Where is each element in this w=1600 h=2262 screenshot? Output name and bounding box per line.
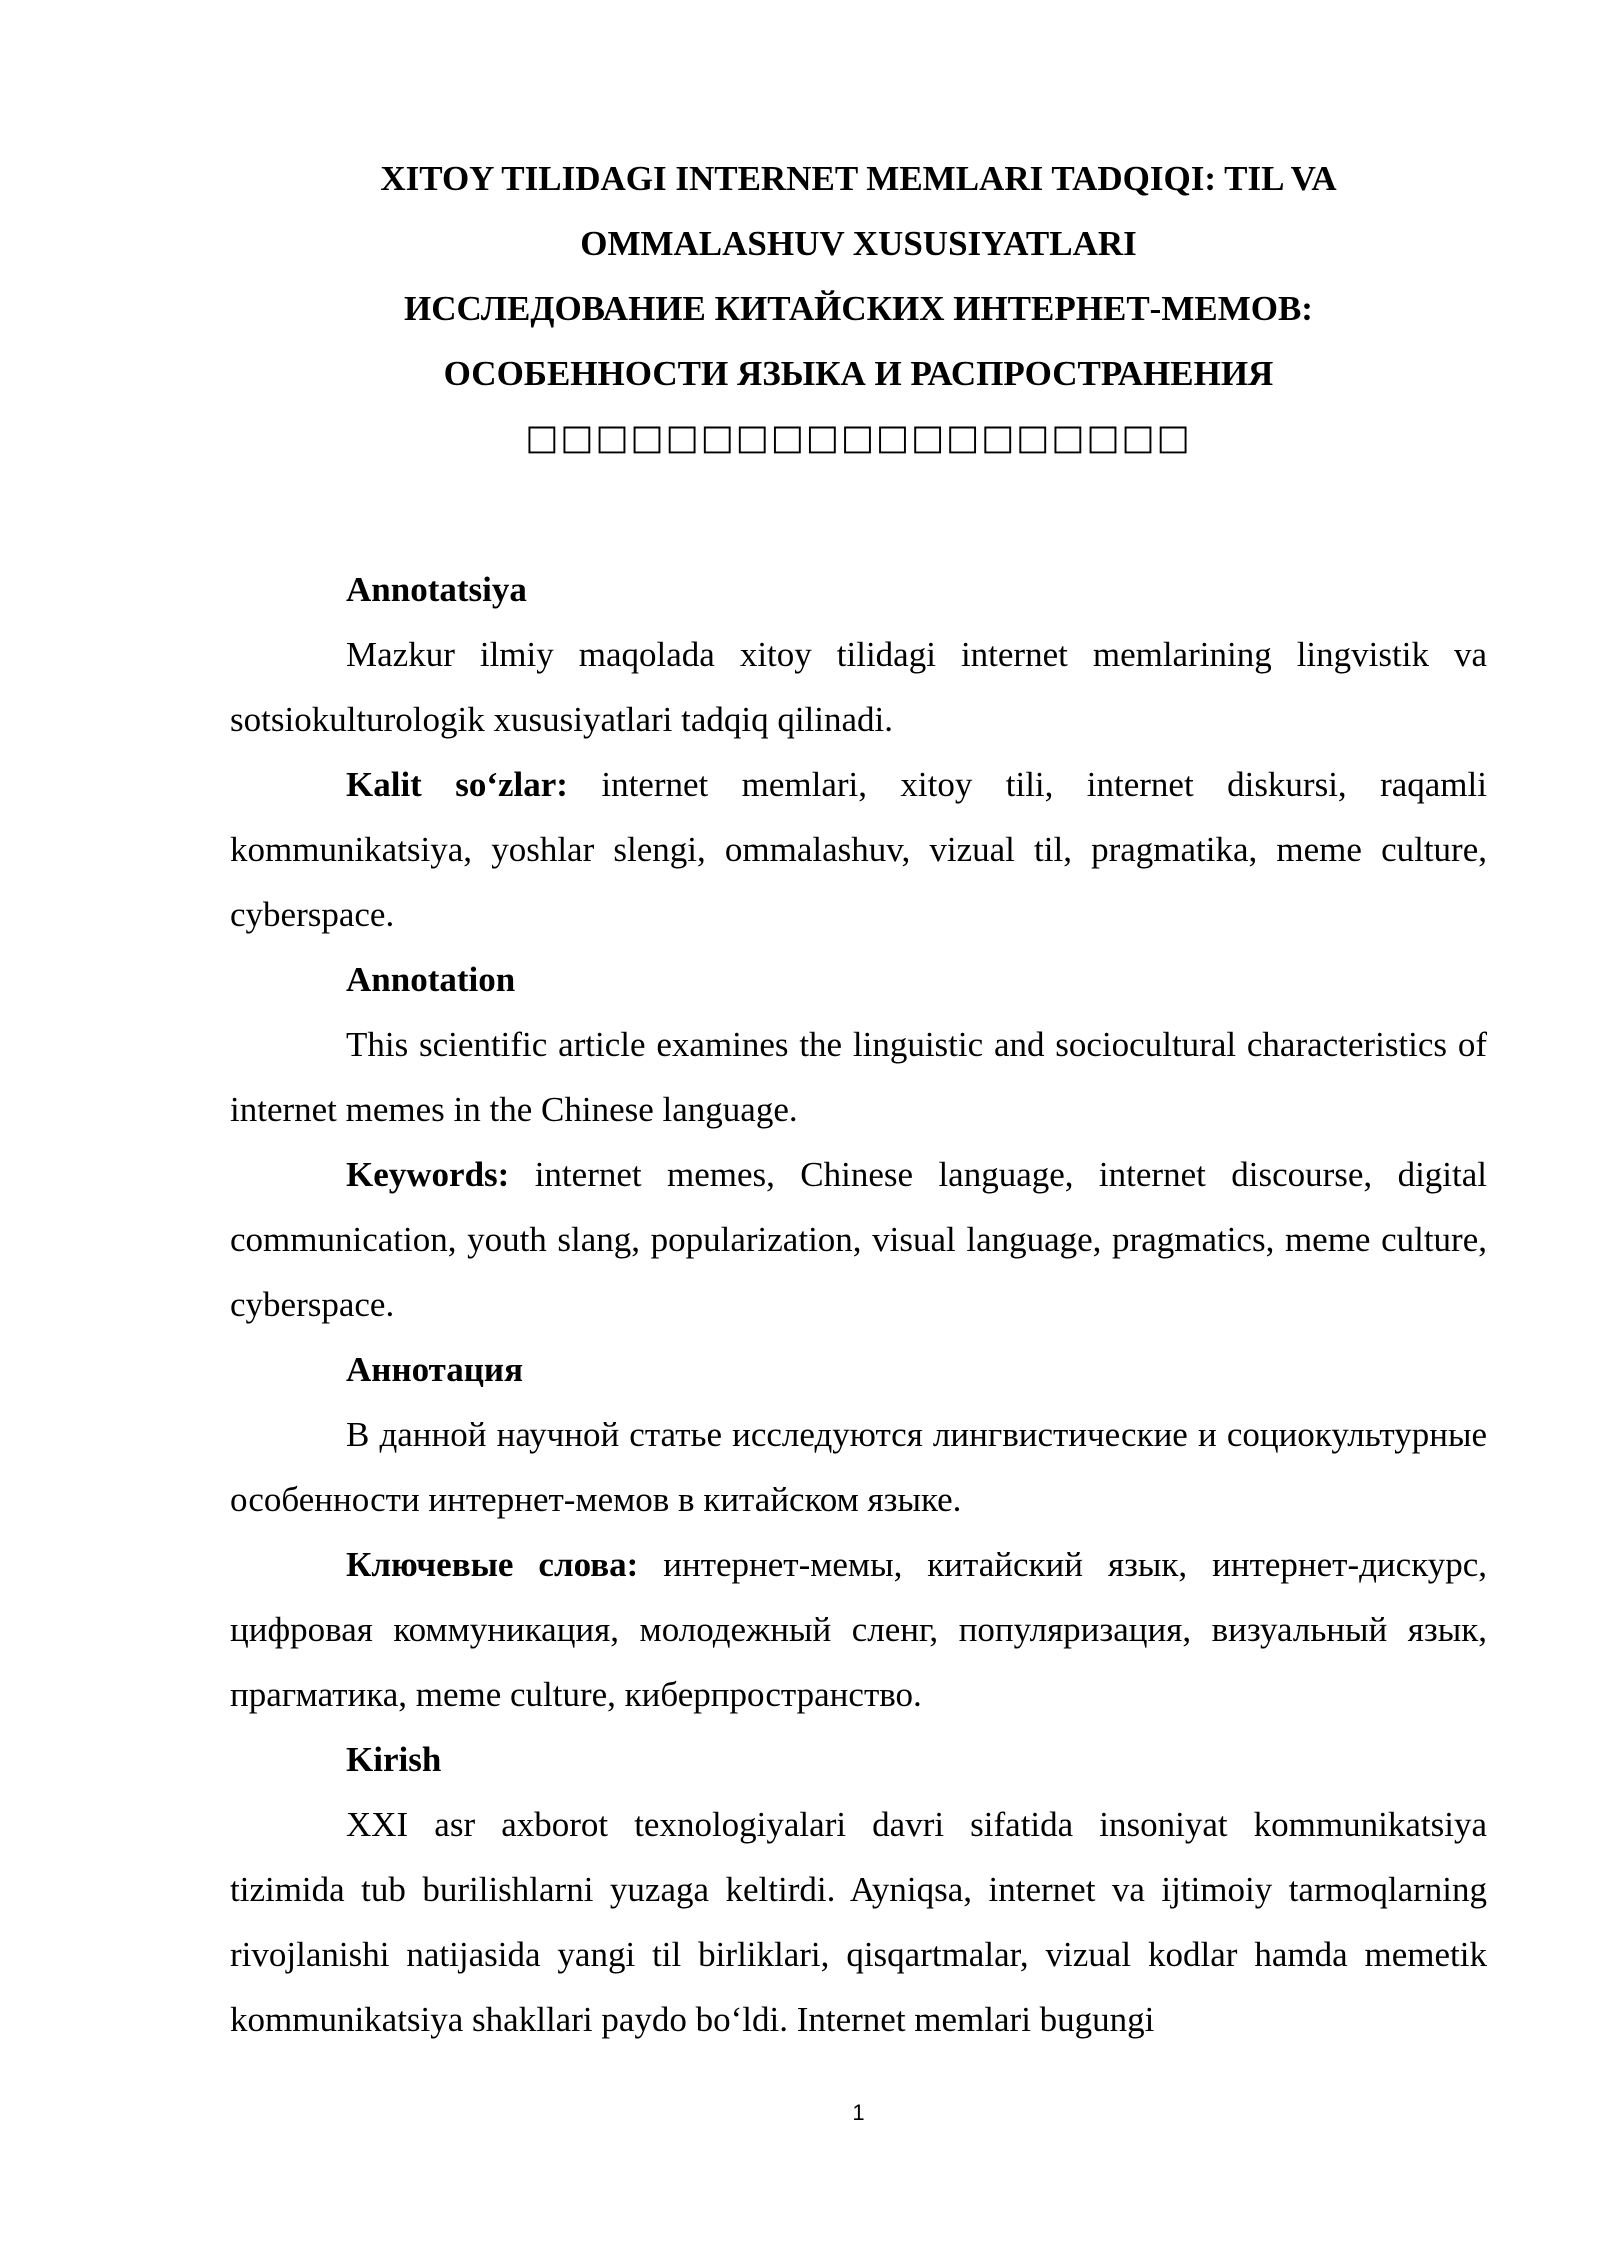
title-uz-line-2: OMMALASHUV XUSUSIYATLARI: [580, 224, 1137, 263]
title-uz-line-1: XITOY TILIDAGI INTERNET MEMLARI TADQIQI: TIL VA: [380, 159, 1337, 198]
ru-abstract-text: В данной научной статье исследуются лингвистические и социокультурные особенности интернет-мемов в китайском языке.: [230, 1415, 1487, 1519]
ru-keywords-label: Ключевые слова:: [346, 1545, 639, 1584]
en-keywords-label: Keywords:: [346, 1155, 510, 1194]
en-keywords-text: internet memes, Chinese language, internet discourse, digital communication, youth slang, popularization, visual language, pragmatics, meme culture, cyberspace.: [230, 1155, 1487, 1324]
title-ru-line-2: ОСОБЕННОСТИ ЯЗЫКА И РАСПРОСТРАНЕНИЯ: [443, 354, 1274, 393]
uz-abstract-text: Mazkur ilmiy maqolada xitoy tilidagi internet memlarining lingvistik va sotsiokulturologik xususiyatlari tadqiq qilinadi.: [230, 635, 1487, 739]
ru-keywords: [230, 1532, 1487, 1727]
intro-heading: Kirish: [346, 1740, 442, 1779]
ru-abstract-heading: Аннотация: [346, 1350, 524, 1389]
article-title: [230, 146, 1487, 471]
intro-text: XXI asr axborot texnologiyalari davri sifatida insoniyat kommunikatsiya tizimida tub burilishlarni yuzaga keltirdi. Ayniqsa, internet va ijtimoiy tarmoqlarning rivojlanishi natijasida yangi til birliklari, qisqartmalar, vizual kodlar hamda memetik kommunikatsiya shakllari paydo bo‘ldi. Internet memlari bugungi: [230, 1805, 1487, 2039]
uz-keywords-label: Kalit so‘zlar:: [346, 765, 568, 804]
article-body: [230, 557, 1487, 2052]
uz-keywords-text: internet memlari, xitoy tili, internet diskursi, raqamli kommunikatsiya, yoshlar slengi, ommalashuv, vizual til, pragmatika, meme culture, cyberspace.: [230, 765, 1487, 934]
en-abstract-text: This scientific article examines the linguistic and sociocultural characteristics of internet memes in the Chinese language.: [230, 1025, 1487, 1129]
document-page: [230, 0, 1487, 2262]
title-ru-line-1: ИССЛЕДОВАНИЕ КИТАЙСКИХ ИНТЕРНЕТ-МЕМОВ:: [404, 289, 1313, 328]
uz-abstract-heading: Annotatsiya: [346, 570, 527, 609]
uz-keywords: [230, 752, 1487, 947]
title-cjk-line: □□□□□□□□□□□□□□□□□□□: [525, 418, 1192, 458]
en-abstract-heading: Annotation: [346, 960, 516, 999]
ru-keywords-text: интернет-мемы, китайский язык, интернет-дискурс, цифровая коммуникация, молодежный сленг, популяризация, визуальный язык, прагматика, meme culture, киберпространство.: [230, 1545, 1487, 1714]
page-number: 1: [852, 2100, 865, 2125]
en-keywords: [230, 1142, 1487, 1337]
